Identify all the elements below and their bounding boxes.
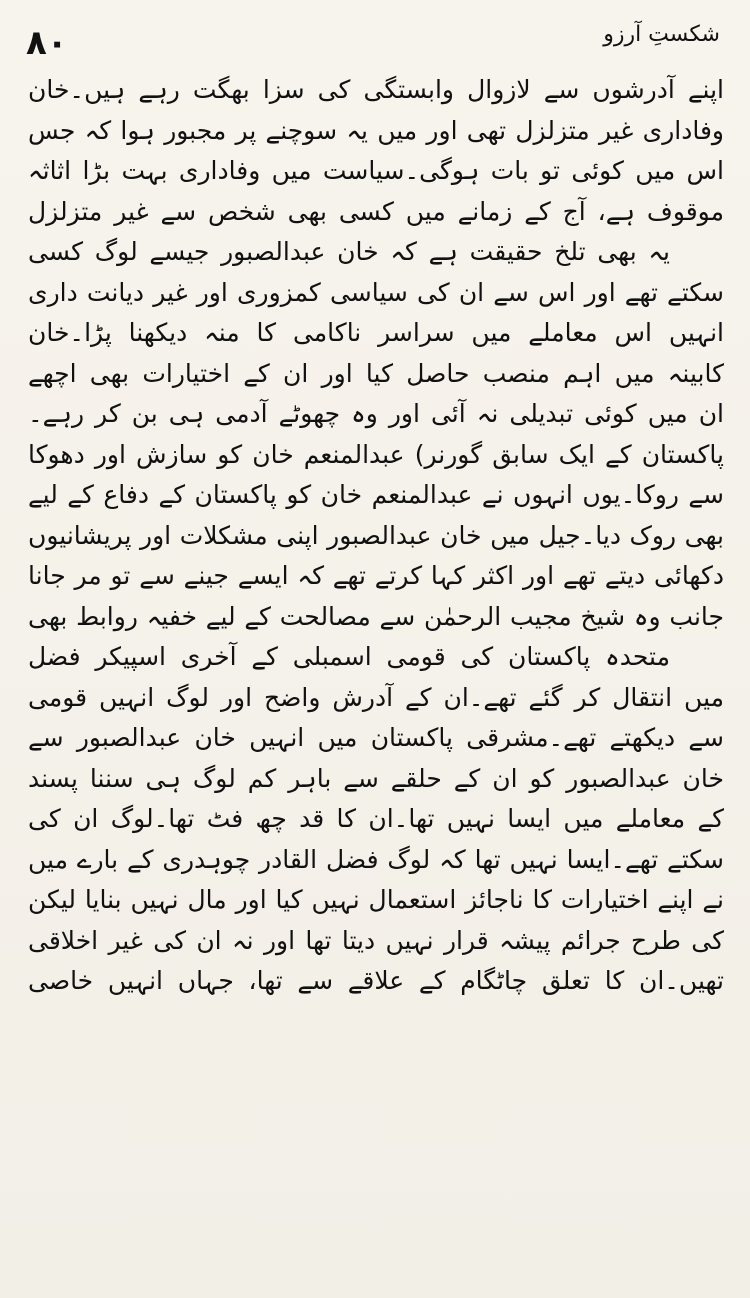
paragraph-line: جانب وہ شیخ مجیب الرحمٰن سے مصالحت کے لیے خفیہ روابط بھی [28, 601, 724, 631]
book-title: شکستِ آرزو [603, 22, 720, 47]
paragraph-line: سے روکا۔یوں انہوں نے عبدالمنعم خان کو پاکستان کے دفاع کے لیے [28, 480, 724, 509]
paragraph-1 [28, 70, 724, 232]
paragraph-line: کابینہ میں اہم منصب حاصل کیا اور ان کے اختیارات بھی اچھے [28, 358, 724, 388]
paragraph-line: کے معاملے میں ایسا نہیں تھا۔ان کا قد چھ فٹ تھا۔لوگ ان کی [28, 804, 724, 833]
paragraph-line: پاکستان کے ایک سابق گورنر) عبدالمنعم خان کو سازش اور دھوکا [28, 439, 724, 469]
paragraph-line: موقوف ہے، آج کے زمانے میں کسی بھی شخص سے غیر متزلزل [28, 196, 724, 226]
paragraph-line: کی طرح جرائم پیشہ قرار نہیں دیتا تھا اور نہ ان کی غیر اخلاقی [28, 925, 724, 955]
paragraph-line: سکتے تھے۔ایسا نہیں تھا کہ لوگ فضل القادر چوہدری کے بارے میں [28, 844, 724, 874]
paragraph-line: دکھائی دیتے تھے اور اکثر کہا کرتے تھے کہ ایسے جینے سے تو مر جانا [28, 561, 724, 590]
paragraph-line: سے دیکھتے تھے۔مشرقی پاکستان میں انہیں خان عبدالصبور سے [28, 723, 724, 752]
page-content [28, 70, 724, 1290]
paragraph-line: وفاداری غیر متزلزل تھی اور میں یہ سوچنے پر مجبور ہوا کہ جس [28, 115, 724, 145]
paragraph-line: اپنے آدرشوں سے لازوال وابستگی کی سزا بھگت رہے ہیں۔خان [28, 75, 724, 104]
paragraph-line: متحدہ پاکستان کی قومی اسمبلی کے آخری اسپیکر فضل [28, 642, 670, 671]
paragraph-line: خان عبدالصبور کو ان کے حلقے سے باہر کم لوگ ہی سننا پسند [28, 763, 724, 793]
paragraph-line: اس میں کوئی تو بات ہوگی۔سیاست میں وفاداری بہت بڑا اثاثہ [28, 156, 724, 185]
page-header [0, 0, 750, 70]
paragraph-line: بھی روک دیا۔جیل میں خان عبدالصبور اپنی مشکلات اور پریشانیوں [28, 520, 724, 550]
paragraph-line: انہیں اس معاملے میں سراسر ناکامی کا منہ دیکھنا پڑا۔خان [28, 318, 724, 347]
paragraph-line: یہ بھی تلخ حقیقت ہے کہ خان عبدالصبور جیسے لوگ کسی [28, 237, 670, 266]
paragraph-line: سکتے تھے اور اس سے ان کی سیاسی کمزوری اور غیر دیانت داری [28, 277, 724, 307]
paragraph-line: تھیں۔ان کا تعلق چاٹگام کے علاقے سے تھا، جہاں انہیں خاصی [28, 966, 724, 995]
paragraph-3 [28, 637, 724, 1002]
page-number: ۸۰ [26, 23, 68, 63]
paragraph-line: میں انتقال کر گئے تھے۔ان کے آدرش واضح اور لوگ انہیں قومی [28, 682, 724, 712]
paragraph-line: نے اپنے اختیارات کا ناجائز استعمال نہیں کیا اور مال نہیں بنایا لیکن [28, 885, 724, 914]
paragraph-2 [28, 232, 724, 637]
paragraph-line: ان میں کوئی تبدیلی نہ آئی اور وہ چھوٹے آدمی ہی بن کر رہے۔ [28, 399, 724, 428]
